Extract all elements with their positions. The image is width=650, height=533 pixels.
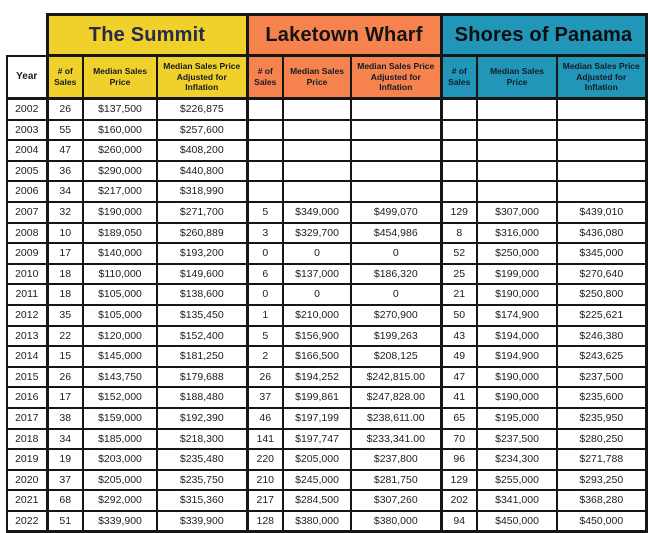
data-cell: 26 — [247, 367, 283, 388]
data-cell: $194,900 — [477, 346, 557, 367]
data-cell: $345,000 — [557, 243, 646, 264]
table-row — [7, 243, 646, 264]
column-header-row — [7, 56, 646, 99]
data-cell: $166,500 — [283, 346, 351, 367]
data-cell: $271,788 — [557, 449, 646, 470]
data-cell: $284,500 — [283, 490, 351, 511]
data-cell: $440,800 — [157, 161, 247, 182]
data-cell: $242,815.00 — [351, 367, 441, 388]
data-cell: $105,000 — [83, 284, 157, 305]
table-row — [7, 305, 646, 326]
table-row — [7, 140, 646, 161]
data-cell: $160,000 — [83, 120, 157, 141]
table-row — [7, 367, 646, 388]
data-cell: $217,000 — [83, 181, 157, 202]
data-cell — [441, 140, 477, 161]
data-cell: $255,000 — [477, 470, 557, 491]
data-cell — [247, 120, 283, 141]
data-cell: $137,500 — [83, 99, 157, 120]
data-cell: $307,000 — [477, 202, 557, 223]
data-cell: 18 — [47, 284, 83, 305]
data-cell: $260,889 — [157, 223, 247, 244]
data-cell: 36 — [47, 161, 83, 182]
year-cell: 2020 — [7, 470, 47, 491]
data-cell: $149,600 — [157, 264, 247, 285]
data-cell — [477, 181, 557, 202]
data-cell: $408,200 — [157, 140, 247, 161]
data-cell: 129 — [441, 202, 477, 223]
data-cell: 202 — [441, 490, 477, 511]
data-cell: $237,500 — [477, 429, 557, 450]
data-cell: $210,000 — [283, 305, 351, 326]
data-cell: $110,000 — [83, 264, 157, 285]
data-cell: 55 — [47, 120, 83, 141]
year-cell: 2011 — [7, 284, 47, 305]
data-cell: $439,010 — [557, 202, 646, 223]
data-cell: 0 — [351, 284, 441, 305]
data-cell: 50 — [441, 305, 477, 326]
data-cell: $368,280 — [557, 490, 646, 511]
data-cell: $293,250 — [557, 470, 646, 491]
data-cell: $339,900 — [157, 511, 247, 532]
data-cell: 96 — [441, 449, 477, 470]
year-cell: 2009 — [7, 243, 47, 264]
data-cell: 38 — [47, 408, 83, 429]
data-cell — [283, 161, 351, 182]
data-cell: 8 — [441, 223, 477, 244]
data-cell: 65 — [441, 408, 477, 429]
data-cell: $143,750 — [83, 367, 157, 388]
data-cell: 51 — [47, 511, 83, 532]
data-cell: 17 — [47, 387, 83, 408]
data-cell: $349,000 — [283, 202, 351, 223]
table-row — [7, 326, 646, 347]
summit-adjusted-price-header: Median Sales Price Adjusted for Inflation — [157, 56, 247, 99]
data-cell — [351, 161, 441, 182]
data-cell: $237,800 — [351, 449, 441, 470]
table-row — [7, 223, 646, 244]
data-cell: 52 — [441, 243, 477, 264]
data-cell: 32 — [47, 202, 83, 223]
data-cell: $218,300 — [157, 429, 247, 450]
data-cell: $270,900 — [351, 305, 441, 326]
table-row — [7, 470, 646, 491]
data-cell: 0 — [351, 243, 441, 264]
data-cell: 49 — [441, 346, 477, 367]
data-cell: $436,080 — [557, 223, 646, 244]
year-cell: 2004 — [7, 140, 47, 161]
data-cell — [557, 161, 646, 182]
data-cell — [477, 140, 557, 161]
data-cell: 34 — [47, 181, 83, 202]
data-cell: $194,000 — [477, 326, 557, 347]
table-row — [7, 387, 646, 408]
data-cell: $197,199 — [283, 408, 351, 429]
data-cell: $341,000 — [477, 490, 557, 511]
sales-comparison-table — [6, 13, 648, 533]
data-cell — [351, 120, 441, 141]
data-cell — [441, 181, 477, 202]
data-cell: $250,800 — [557, 284, 646, 305]
data-cell: $260,000 — [83, 140, 157, 161]
data-cell: 0 — [247, 284, 283, 305]
data-cell — [441, 161, 477, 182]
data-cell: 6 — [247, 264, 283, 285]
data-cell: 43 — [441, 326, 477, 347]
data-cell: 0 — [283, 284, 351, 305]
data-cell: $235,600 — [557, 387, 646, 408]
year-cell: 2019 — [7, 449, 47, 470]
data-cell — [351, 99, 441, 120]
year-cell: 2005 — [7, 161, 47, 182]
group-header-row — [7, 15, 646, 56]
data-cell: 41 — [441, 387, 477, 408]
group-header-the-summit: The Summit — [47, 15, 247, 56]
table-row — [7, 346, 646, 367]
data-cell: $193,200 — [157, 243, 247, 264]
year-cell: 2008 — [7, 223, 47, 244]
data-cell: $138,600 — [157, 284, 247, 305]
table-row — [7, 120, 646, 141]
data-cell: 2 — [247, 346, 283, 367]
data-cell: $145,000 — [83, 346, 157, 367]
year-cell: 2016 — [7, 387, 47, 408]
data-cell — [351, 181, 441, 202]
data-cell: $199,861 — [283, 387, 351, 408]
data-cell: $199,000 — [477, 264, 557, 285]
year-cell: 2013 — [7, 326, 47, 347]
table-row — [7, 181, 646, 202]
data-cell — [283, 181, 351, 202]
year-cell: 2017 — [7, 408, 47, 429]
data-cell — [557, 181, 646, 202]
year-column-header: Year — [7, 56, 47, 99]
data-cell: 217 — [247, 490, 283, 511]
year-cell: 2010 — [7, 264, 47, 285]
data-cell: 0 — [247, 243, 283, 264]
table-row — [7, 161, 646, 182]
data-cell — [441, 99, 477, 120]
data-cell: $380,000 — [351, 511, 441, 532]
data-cell: $226,875 — [157, 99, 247, 120]
data-cell: $135,450 — [157, 305, 247, 326]
data-cell: $339,900 — [83, 511, 157, 532]
data-cell: $380,000 — [283, 511, 351, 532]
data-cell: $225,621 — [557, 305, 646, 326]
year-cell: 2012 — [7, 305, 47, 326]
year-cell: 2003 — [7, 120, 47, 141]
data-cell: $243,625 — [557, 346, 646, 367]
data-cell: 26 — [47, 99, 83, 120]
data-cell: 34 — [47, 429, 83, 450]
year-cell: 2002 — [7, 99, 47, 120]
data-cell: $174,900 — [477, 305, 557, 326]
data-cell: $190,000 — [477, 367, 557, 388]
shores-adjusted-price-header: Median Sales Price Adjusted for Inflation — [557, 56, 646, 99]
data-cell: 19 — [47, 449, 83, 470]
data-cell: 1 — [247, 305, 283, 326]
data-cell: $159,000 — [83, 408, 157, 429]
data-cell: $189,050 — [83, 223, 157, 244]
data-cell: 47 — [441, 367, 477, 388]
data-cell: $140,000 — [83, 243, 157, 264]
data-cell: $192,390 — [157, 408, 247, 429]
data-cell — [283, 140, 351, 161]
data-cell: $181,250 — [157, 346, 247, 367]
laketown-median-price-header: Median Sales Price — [283, 56, 351, 99]
data-cell — [441, 120, 477, 141]
data-cell: $190,000 — [477, 284, 557, 305]
year-cell: 2022 — [7, 511, 47, 532]
group-header-shores-of-panama: Shores of Panama — [441, 15, 646, 56]
data-cell: $233,341.00 — [351, 429, 441, 450]
data-cell: $238,611.00 — [351, 408, 441, 429]
data-cell — [351, 140, 441, 161]
data-cell: 210 — [247, 470, 283, 491]
year-cell: 2007 — [7, 202, 47, 223]
data-cell: 35 — [47, 305, 83, 326]
data-cell: $257,600 — [157, 120, 247, 141]
data-cell — [247, 181, 283, 202]
data-cell: 129 — [441, 470, 477, 491]
data-cell: $197,747 — [283, 429, 351, 450]
summit-num-sales-header: # of Sales — [47, 56, 83, 99]
data-cell: $208,125 — [351, 346, 441, 367]
data-cell: $156,900 — [283, 326, 351, 347]
data-cell — [557, 120, 646, 141]
data-cell: $315,360 — [157, 490, 247, 511]
year-cell: 2014 — [7, 346, 47, 367]
data-cell: 37 — [47, 470, 83, 491]
data-cell: $199,263 — [351, 326, 441, 347]
data-cell: 94 — [441, 511, 477, 532]
data-cell: $270,640 — [557, 264, 646, 285]
data-cell: 141 — [247, 429, 283, 450]
summit-median-price-header: Median Sales Price — [83, 56, 157, 99]
data-cell: $237,500 — [557, 367, 646, 388]
data-cell: $234,300 — [477, 449, 557, 470]
data-cell: $235,750 — [157, 470, 247, 491]
data-cell: 26 — [47, 367, 83, 388]
data-cell — [247, 161, 283, 182]
data-cell: $152,000 — [83, 387, 157, 408]
data-cell — [283, 99, 351, 120]
data-cell: $179,688 — [157, 367, 247, 388]
data-cell — [283, 120, 351, 141]
data-cell — [477, 161, 557, 182]
data-cell: 68 — [47, 490, 83, 511]
data-cell: 5 — [247, 326, 283, 347]
shores-median-price-header: Median Sales Price — [477, 56, 557, 99]
data-cell: $316,000 — [477, 223, 557, 244]
laketown-num-sales-header: # of Sales — [247, 56, 283, 99]
data-cell: 128 — [247, 511, 283, 532]
data-cell — [477, 99, 557, 120]
table-row — [7, 264, 646, 285]
data-cell: $105,000 — [83, 305, 157, 326]
data-cell: 17 — [47, 243, 83, 264]
data-cell: 37 — [247, 387, 283, 408]
data-cell: 15 — [47, 346, 83, 367]
data-cell: $235,950 — [557, 408, 646, 429]
data-cell: $250,000 — [477, 243, 557, 264]
data-cell: 0 — [283, 243, 351, 264]
data-cell: $120,000 — [83, 326, 157, 347]
data-cell: $205,000 — [283, 449, 351, 470]
data-cell: $307,260 — [351, 490, 441, 511]
data-cell: $246,380 — [557, 326, 646, 347]
laketown-adjusted-price-header: Median Sales Price Adjusted for Inflation — [351, 56, 441, 99]
data-cell: 10 — [47, 223, 83, 244]
table-row — [7, 284, 646, 305]
data-cell: $450,000 — [477, 511, 557, 532]
table-row — [7, 202, 646, 223]
data-cell: $450,000 — [557, 511, 646, 532]
data-cell — [247, 99, 283, 120]
data-cell: 220 — [247, 449, 283, 470]
data-cell: $318,990 — [157, 181, 247, 202]
data-cell: $190,000 — [83, 202, 157, 223]
data-cell: $185,000 — [83, 429, 157, 450]
data-cell: $290,000 — [83, 161, 157, 182]
data-cell: $194,252 — [283, 367, 351, 388]
table-body — [7, 99, 646, 532]
data-cell: $152,400 — [157, 326, 247, 347]
year-cell: 2018 — [7, 429, 47, 450]
data-cell: $190,000 — [477, 387, 557, 408]
data-cell: $235,480 — [157, 449, 247, 470]
data-cell: 3 — [247, 223, 283, 244]
year-cell: 2006 — [7, 181, 47, 202]
table-row — [7, 511, 646, 532]
data-cell: 46 — [247, 408, 283, 429]
data-cell: $245,000 — [283, 470, 351, 491]
data-cell: $186,320 — [351, 264, 441, 285]
table-row — [7, 408, 646, 429]
group-header-laketown-wharf: Laketown Wharf — [247, 15, 441, 56]
data-cell: $271,700 — [157, 202, 247, 223]
table-row — [7, 490, 646, 511]
data-cell: $203,000 — [83, 449, 157, 470]
data-cell: $281,750 — [351, 470, 441, 491]
data-cell: $454,986 — [351, 223, 441, 244]
corner-blank — [7, 15, 47, 56]
table-row — [7, 449, 646, 470]
data-cell: $499,070 — [351, 202, 441, 223]
data-cell: 25 — [441, 264, 477, 285]
data-cell — [477, 120, 557, 141]
data-cell: $280,250 — [557, 429, 646, 450]
data-cell: 18 — [47, 264, 83, 285]
data-cell: 22 — [47, 326, 83, 347]
table-row — [7, 429, 646, 450]
data-cell — [557, 140, 646, 161]
data-cell: $329,700 — [283, 223, 351, 244]
data-cell: 21 — [441, 284, 477, 305]
year-cell: 2021 — [7, 490, 47, 511]
data-cell: 70 — [441, 429, 477, 450]
data-cell — [247, 140, 283, 161]
data-cell: $205,000 — [83, 470, 157, 491]
data-cell: 5 — [247, 202, 283, 223]
data-cell: $195,000 — [477, 408, 557, 429]
table-row — [7, 99, 646, 120]
data-cell: 47 — [47, 140, 83, 161]
data-cell: $188,480 — [157, 387, 247, 408]
data-cell — [557, 99, 646, 120]
data-cell: $137,000 — [283, 264, 351, 285]
year-cell: 2015 — [7, 367, 47, 388]
data-cell: $292,000 — [83, 490, 157, 511]
shores-num-sales-header: # of Sales — [441, 56, 477, 99]
data-cell: $247,828.00 — [351, 387, 441, 408]
